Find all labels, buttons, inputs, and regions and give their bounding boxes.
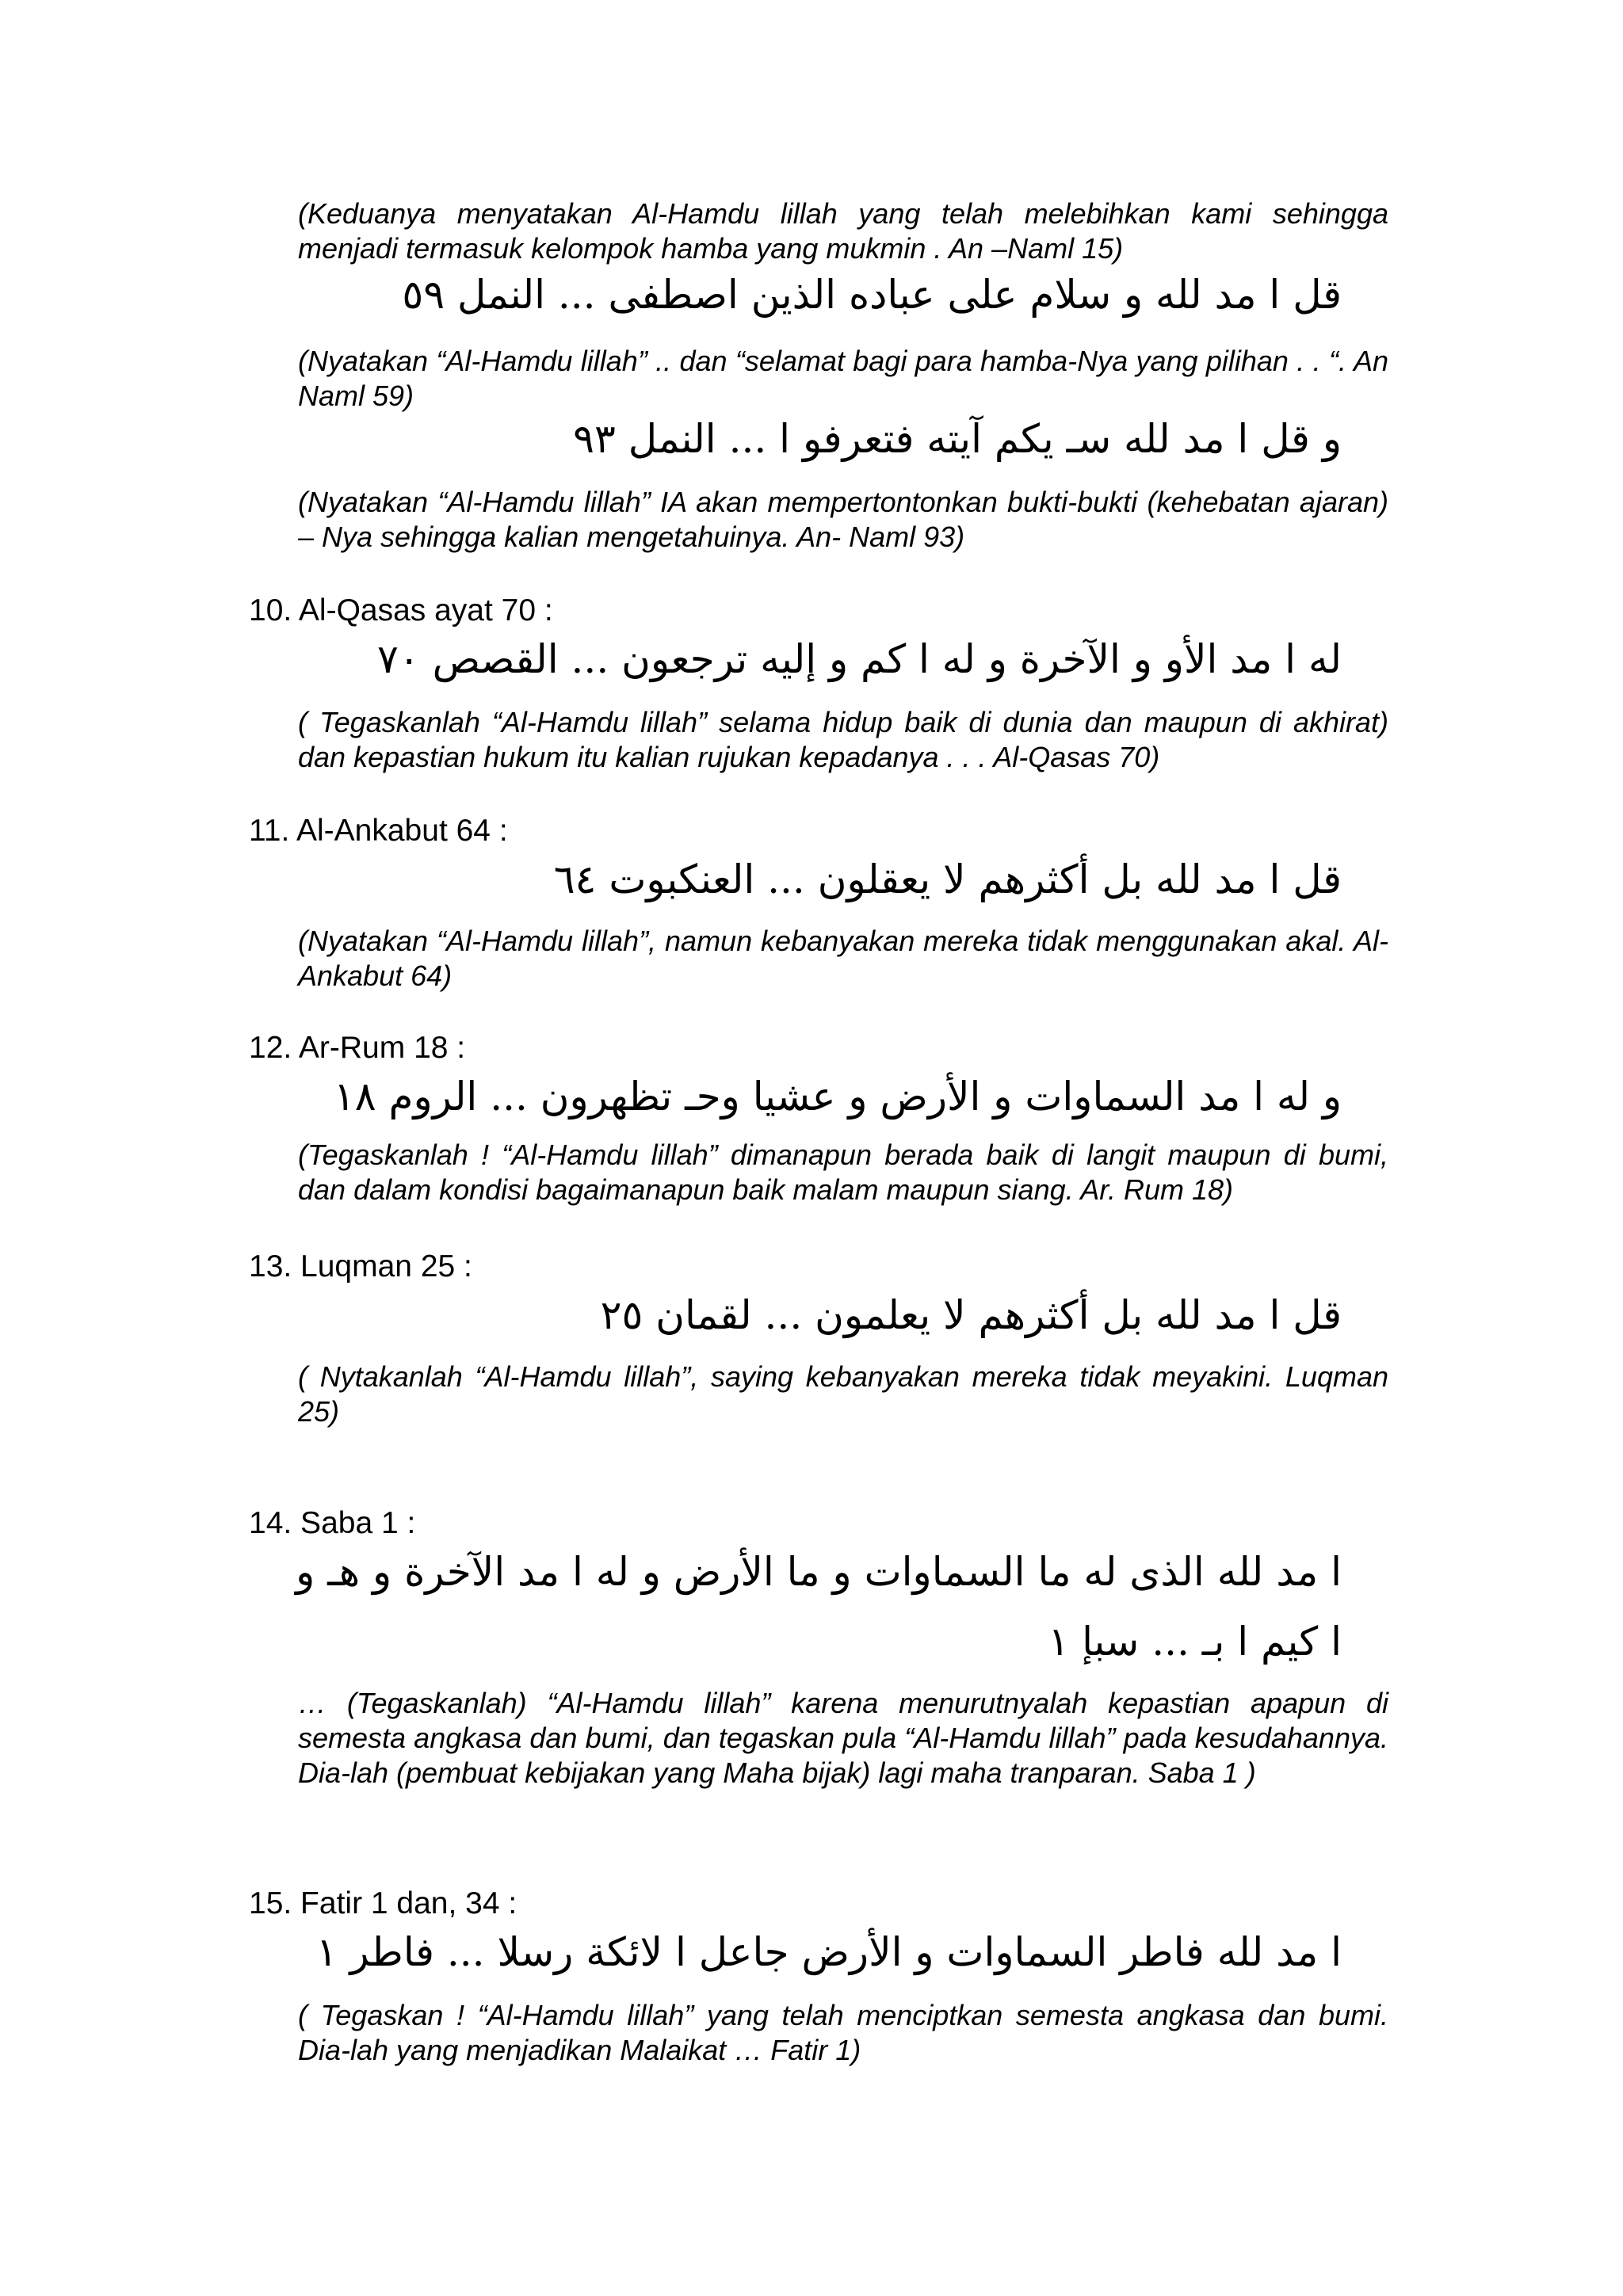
arabic-verse-naml-93: و قل ا مد لله سـ يكم آيته فتعرفو ا ... النمل ٩٣: [573, 416, 1342, 462]
arabic-verse-ankabut-64: قل ا مد لله بل أكثرهم لا يعقلون ... العنكبوت ٦٤: [553, 856, 1342, 902]
translation-qasas-70: ( Tegaskanlah “Al-Hamdu lillah” selama hidup baik di dunia dan maupun di akhirat) dan kepastian hukum itu kalian rujukan kepadanya . . . Al-Qasas 70): [298, 706, 1388, 773]
arabic-verse-saba-1-line-1: ا مد لله الذى له ما السماوات و ما الأرض و له ا مد الآخرة و هـ و: [296, 1549, 1342, 1595]
translation-saba-1: … (Tegaskanlah) “Al-Hamdu lillah” karena menurutnyalah kepastian apapun di semesta angkasa dan bumi, dan tegaskan pula “Al-Hamdu lillah” pada kesudahannya. Dia-lah (pembuat kebijakan yang Maha bijak) lagi maha tranparan. Saba 1 ): [298, 1687, 1388, 1789]
arabic-verse-luqman-25: قل ا مد لله بل أكثرهم لا يعلمون ... لقمان ٢٥: [600, 1292, 1342, 1338]
heading-al-qasas: 10. Al-Qasas ayat 70 :: [249, 593, 553, 627]
translation-rum-18: (Tegaskanlah ! “Al-Hamdu lillah” dimanapun berada baik di langit maupun di bumi, dan dalam kondisi bagaimanapun baik malam maupun siang. Ar. Rum 18): [298, 1138, 1388, 1206]
heading-al-ankabut: 11. Al-Ankabut 64 :: [249, 814, 508, 848]
arabic-verse-rum-18: و له ا مد السماوات و الأرض و عشيا وحـ تظهرون ... الروم ١٨: [333, 1074, 1342, 1119]
arabic-verse-qasas-70: له ا مد الأو و الآخرة و له ا كم و إليه ترجعون ... القصص ٧٠: [377, 636, 1342, 682]
heading-ar-rum: 12. Ar-Rum 18 :: [249, 1031, 466, 1065]
translation-naml-15: (Keduanya menyatakan Al-Hamdu lillah yang telah melebihkan kami sehingga menjadi termasuk kelompok hamba yang mukmin . An –Naml 15): [298, 197, 1388, 265]
arabic-verse-fatir-1: ا مد لله فاطر السماوات و الأرض جاعل ا لائكة رسلا ... فاطر ١: [315, 1929, 1342, 1975]
translation-ankabut-64: (Nyatakan “Al-Hamdu lillah”, namun kebanyakan mereka tidak menggunakan akal. Al-Ankabut 64): [298, 925, 1388, 992]
translation-naml-93: (Nyatakan “Al-Hamdu lillah” IA akan mempertontonkan bukti-bukti (kehebatan ajaran) – Nya sehingga kalian mengetahuinya. An- Naml 93): [298, 486, 1388, 553]
translation-luqman-25: ( Nytakanlah “Al-Hamdu lillah”, saying kebanyakan mereka tidak meyakini. Luqman 25): [298, 1360, 1388, 1428]
heading-luqman: 13. Luqman 25 :: [249, 1249, 472, 1283]
arabic-verse-saba-1-line-2: ا كيم ا بـ ... سبإ ١: [1048, 1619, 1342, 1665]
translation-fatir-1: ( Tegaskan ! “Al-Hamdu lillah” yang telah menciptkan semesta angkasa dan bumi. Dia-lah yang menjadikan Malaikat … Fatir 1): [298, 1999, 1388, 2066]
heading-saba: 14. Saba 1 :: [249, 1506, 416, 1540]
translation-naml-59: (Nyatakan “Al-Hamdu lillah” .. dan “selamat bagi para hamba-Nya yang pilihan . . “. An Naml 59): [298, 345, 1388, 412]
arabic-verse-naml-59: قل ا مد لله و سلام على عباده الذين اصطفى ... النمل ٥٩: [402, 272, 1342, 318]
heading-fatir: 15. Fatir 1 dan, 34 :: [249, 1886, 517, 1920]
